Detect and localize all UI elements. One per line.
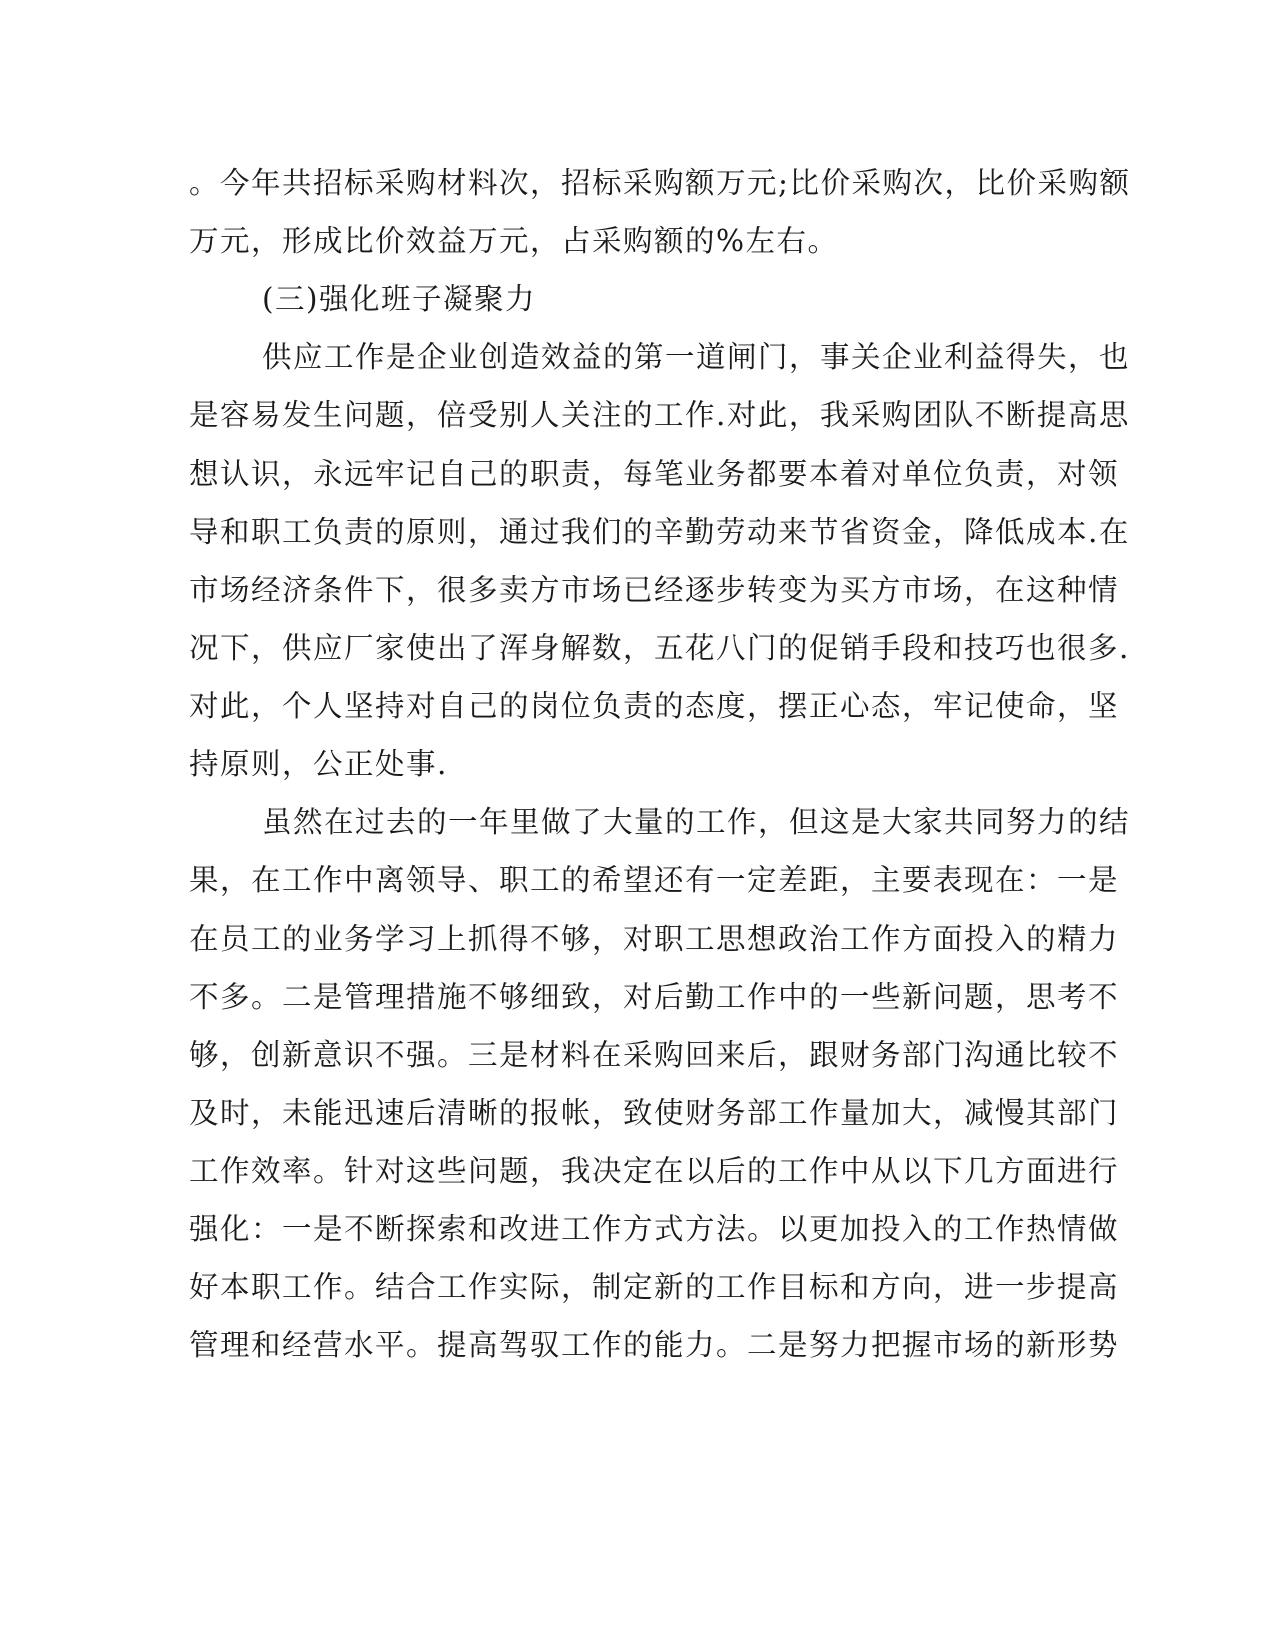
text-line: 是容易发生问题，倍受别人关注的工作.对此，我采购团队不断提高思 (189, 398, 1130, 432)
text-line: 好本职工作。结合工作实际，制定新的工作目标和方向，进一步提高 (189, 1270, 1120, 1304)
section-heading: (三)强化班子凝聚力 (262, 282, 537, 316)
text-line: 想认识，永远牢记自己的职责，每笔业务都要本着对单位负责，对领 (189, 457, 1120, 491)
text-line: 在员工的业务学习上抓得不够，对职工思想政治工作方面投入的精力 (189, 922, 1120, 956)
text-line: 强化：一是不断探索和改进工作方式方法。以更加投入的工作热情做 (189, 1212, 1120, 1246)
text-line: 及时，未能迅速后清晰的报帐，致使财务部工作量加大，减慢其部门 (189, 1096, 1120, 1130)
text-line: 够，创新意识不强。三是材料在采购回来后，跟财务部门沟通比较不 (189, 1038, 1120, 1072)
text-line: 果，在工作中离领导、职工的希望还有一定差距，主要表现在：一是 (189, 863, 1120, 897)
text-line: 持原则，公正处事. (189, 747, 448, 781)
text-line: 况下，供应厂家使出了浑身解数，五花八门的促销手段和技巧也很多. (189, 631, 1130, 665)
text-line: 万元，形成比价效益万元，占采购额的%左右。 (189, 224, 839, 258)
text-line: 。今年共招标采购材料次，招标采购额万元;比价采购次，比价采购额 (189, 166, 1131, 200)
text-line: 市场经济条件下，很多卖方市场已经逐步转变为买方市场，在这种情 (189, 573, 1120, 607)
text-line: 对此，个人坚持对自己的岗位负责的态度，摆正心态，牢记使命，坚 (189, 689, 1120, 723)
text-line: 虽然在过去的一年里做了大量的工作，但这是大家共同努力的结 (262, 805, 1131, 839)
text-line: 供应工作是企业创造效益的第一道闸门，事关企业利益得失，也 (262, 340, 1131, 374)
text-line: 不多。二是管理措施不够细致，对后勤工作中的一些新问题，思考不 (189, 980, 1120, 1014)
text-line: 管理和经营水平。提高驾驭工作的能力。二是努力把握市场的新形势 (189, 1328, 1120, 1362)
text-line: 工作效率。针对这些问题，我决定在以后的工作中从以下几方面进行 (189, 1154, 1120, 1188)
text-line: 导和职工负责的原则，通过我们的辛勤劳动来节省资金，降低成本.在 (189, 515, 1130, 549)
